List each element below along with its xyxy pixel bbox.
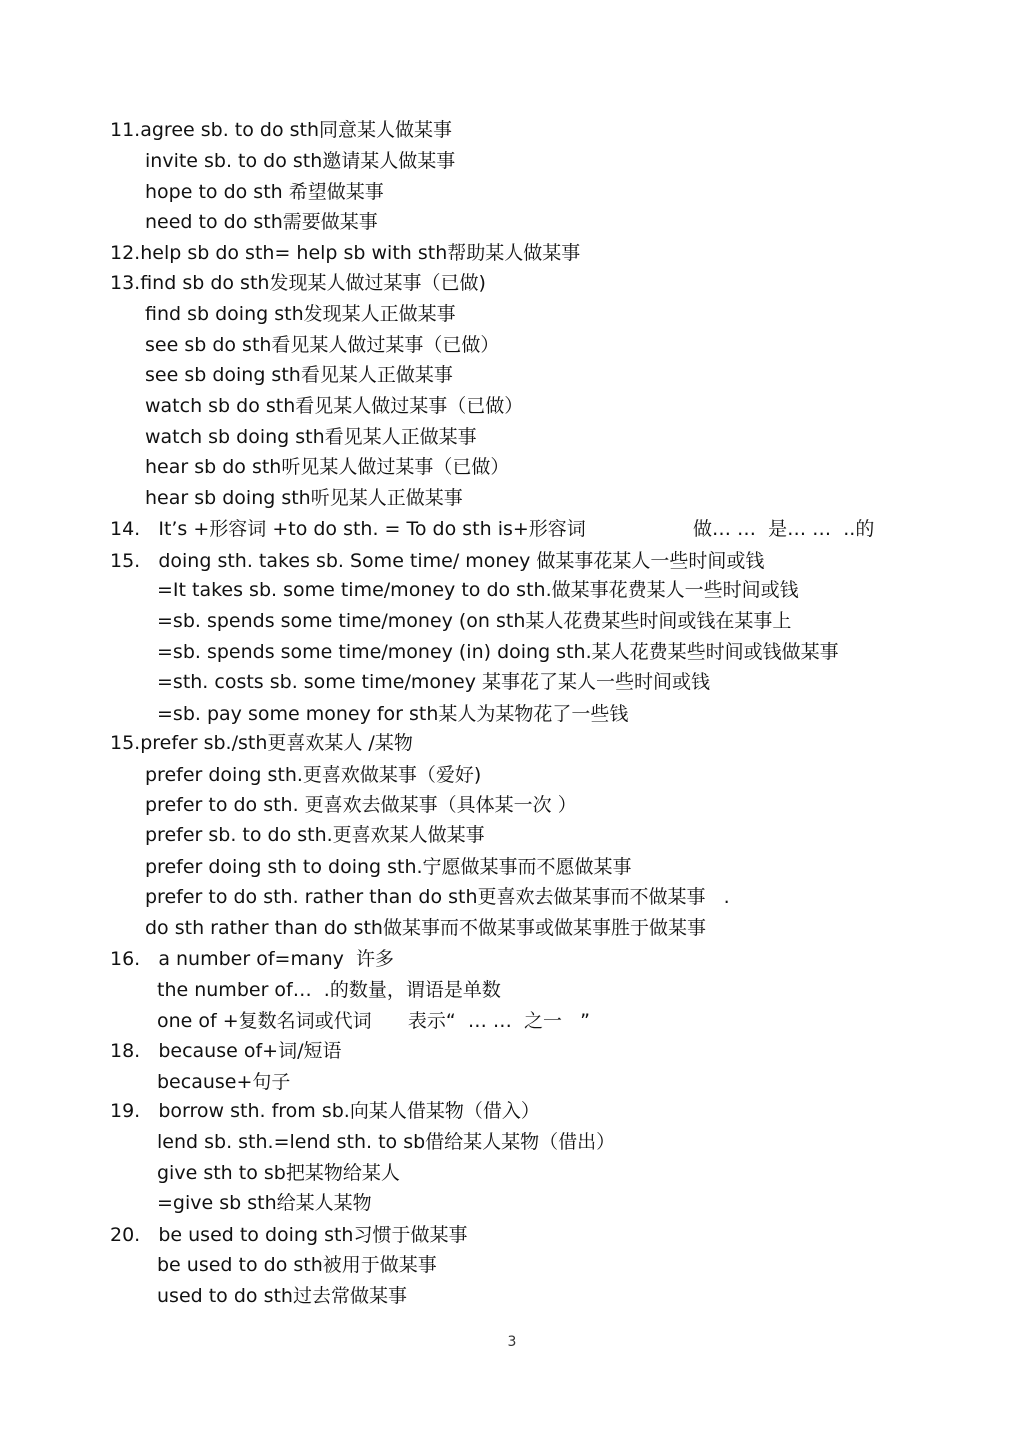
text-line: 11.agree sb. to do sth同意某人做某事 — [110, 119, 453, 141]
text-line: give sth to sb把某物给某人 — [157, 1162, 400, 1184]
text-line: 12.help sb do sth= help sb with sth帮助某人做某事 — [110, 242, 581, 264]
page-number: 3 — [507, 1334, 517, 1350]
text-line: prefer doing sth.更喜欢做某事（爱好) — [145, 764, 482, 786]
text-line: prefer doing sth to doing sth.宁愿做某事而不愿做某事 — [145, 856, 632, 878]
text-line: =sth. costs sb. some time/money 某事花了某人一些时间或钱 — [157, 671, 711, 693]
text-line: one of +复数名词或代词 表示“ … … 之一 ” — [157, 1010, 590, 1032]
text-line: lend sb. sth.=lend sth. to sb借给某人某物（借出） — [157, 1131, 616, 1153]
text-line: =sb. spends some time/money (on sth某人花费某些时间或钱在某事上 — [157, 610, 792, 632]
text-line: be used to do sth被用于做某事 — [157, 1254, 437, 1276]
text-line: watch sb do sth看见某人做过某事（已做） — [145, 395, 524, 417]
text-line: the number of… .的数量，谓语是单数 — [157, 979, 501, 1001]
text-line: =give sb sth给某人某物 — [157, 1192, 372, 1214]
text-line: =It takes sb. some time/money to do sth.做某事花费某人一些时间或钱 — [157, 579, 799, 601]
text-line: used to do sth过去常做某事 — [157, 1285, 407, 1307]
text-line: see sb doing sth看见某人正做某事 — [145, 364, 453, 386]
text-line: prefer sb. to do sth.更喜欢某人做某事 — [145, 824, 485, 846]
text-line: 14. It’s +形容词 +to do sth. = To do sth is+形容词 — [110, 518, 586, 540]
text-line: =sb. pay some money for sth某人为某物花了一些钱 — [157, 703, 629, 725]
text-line: 做… … 是… … ..的 — [693, 518, 875, 540]
text-line: prefer to do sth. 更喜欢去做某事（具体某一次 ） — [145, 794, 577, 816]
text-line: 15.prefer sb./sth更喜欢某人 /某物 — [110, 732, 413, 754]
text-line: because+句子 — [157, 1071, 291, 1093]
text-line: 16. a number of=many 许多 — [110, 948, 394, 970]
text-line: hear sb do sth听见某人做过某事（已做） — [145, 456, 510, 478]
text-line: watch sb doing sth看见某人正做某事 — [145, 426, 477, 448]
text-line: hear sb doing sth听见某人正做某事 — [145, 487, 463, 509]
text-line: 13.find sb do sth发现某人做过某事（已做) — [110, 272, 486, 294]
text-line: do sth rather than do sth做某事而不做某事或做某事胜于做某事 — [145, 917, 706, 939]
text-line: 15. doing sth. takes sb. Some time/ money 做某事花某人一些时间或钱 — [110, 550, 765, 572]
text-line: 20. be used to doing sth习惯于做某事 — [110, 1224, 468, 1246]
text-line: 18. because of+词/短语 — [110, 1040, 342, 1062]
text-line: 19. borrow sth. from sb.向某人借某物（借入） — [110, 1100, 540, 1122]
text-line: prefer to do sth. rather than do sth更喜欢去做某事而不做某事 . — [145, 886, 730, 908]
text-line: =sb. spends some time/money (in) doing sth.某人花费某些时间或钱做某事 — [157, 641, 839, 663]
text-line: see sb do sth看见某人做过某事（已做） — [145, 334, 500, 356]
text-line: find sb doing sth发现某人正做某事 — [145, 303, 456, 325]
text-line: need to do sth需要做某事 — [145, 211, 378, 233]
text-line: hope to do sth 希望做某事 — [145, 181, 384, 203]
text-line: invite sb. to do sth邀请某人做某事 — [145, 150, 456, 172]
